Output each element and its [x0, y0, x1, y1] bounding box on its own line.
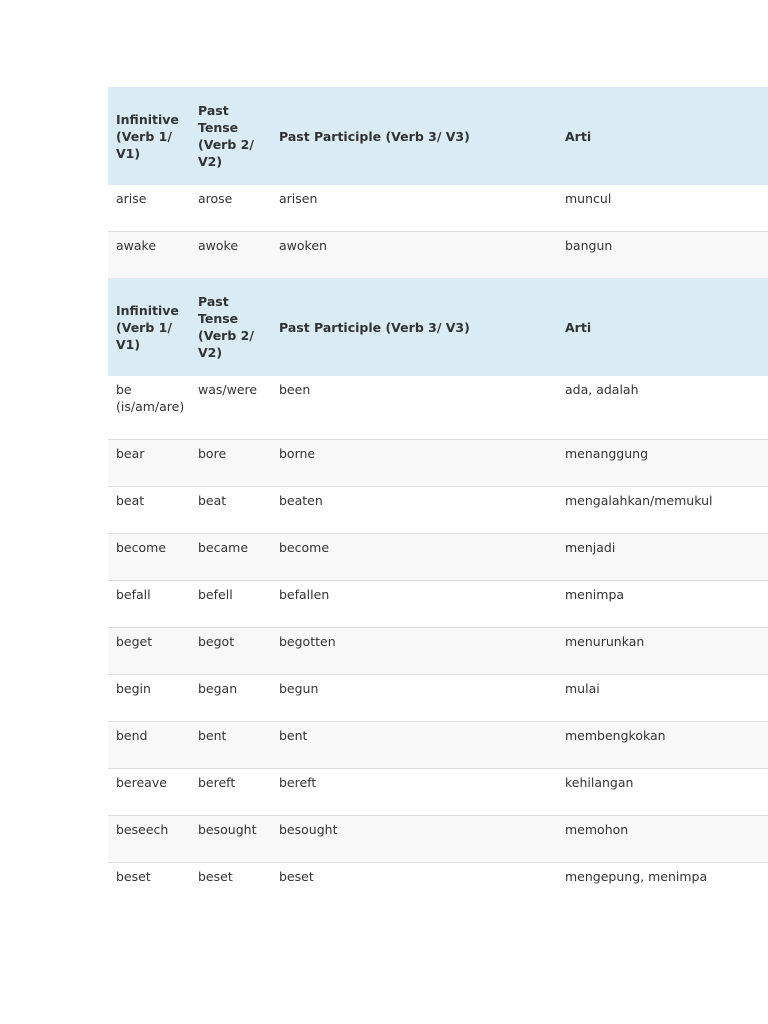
cell-arti: muncul: [565, 191, 612, 206]
header-arti: Arti: [565, 319, 592, 335]
table-row: [108, 231, 768, 278]
cell-v3: begun: [279, 680, 319, 696]
cell-arti: menimpa: [565, 586, 625, 602]
cell-v3: been: [279, 382, 311, 397]
cell-v1: begin: [116, 680, 151, 696]
irregular-verbs-table: [108, 87, 768, 909]
cell-v2: awoke: [198, 237, 239, 253]
cell-arti: menurunkan: [565, 633, 645, 649]
cell-v3: bent: [279, 727, 308, 743]
cell-v1: beget: [116, 633, 153, 649]
header-past-participle: Past Participle (Verb 3/ V3): [279, 128, 470, 144]
header-past-tense: Past Tense (Verb 2/ V2): [198, 103, 254, 169]
cell-v1: bereave: [116, 774, 167, 790]
cell-v3: befallen: [279, 586, 330, 602]
cell-v1: beset: [116, 868, 151, 884]
cell-arti: memohon: [565, 821, 629, 837]
cell-v2: beset: [198, 868, 233, 884]
cell-v2: was/were: [198, 382, 258, 397]
table-row: [108, 627, 768, 674]
cell-v1: arise: [116, 191, 147, 206]
cell-arti: menanggung: [565, 445, 649, 461]
cell-v2: besought: [198, 821, 257, 837]
cell-arti: membengkokan: [565, 727, 666, 743]
cell-v1: beseech: [116, 821, 169, 837]
cell-v3: borne: [279, 445, 316, 461]
table-row: [108, 185, 768, 231]
table-row: [108, 486, 768, 533]
cell-v1: bend: [116, 727, 148, 743]
table-row: [108, 721, 768, 768]
header-arti: Arti: [565, 128, 592, 144]
header-infinitive: Infinitive (Verb 1/ V1): [116, 302, 179, 352]
cell-v2: bent: [198, 727, 227, 743]
table-header-row: [108, 87, 768, 185]
cell-arti: kehilangan: [565, 774, 634, 790]
cell-v3: bereft: [279, 774, 317, 790]
cell-v1: beat: [116, 492, 145, 508]
table-row: [108, 439, 768, 486]
table-row: [108, 815, 768, 862]
cell-v3: besought: [279, 821, 338, 837]
cell-v2: began: [198, 680, 238, 696]
cell-v2: became: [198, 539, 249, 555]
cell-arti: mengepung, menimpa: [565, 868, 708, 884]
cell-v2: begot: [198, 633, 235, 649]
cell-v3: awoken: [279, 237, 327, 253]
header-past-participle: Past Participle (Verb 3/ V3): [279, 319, 470, 335]
cell-arti: mulai: [565, 680, 600, 696]
table-row: [108, 376, 768, 439]
table-row: [108, 580, 768, 627]
cell-arti: ada, adalah: [565, 382, 639, 397]
cell-arti: mengalahkan/memukul: [565, 492, 713, 508]
cell-v2: arose: [198, 191, 233, 206]
cell-v1: awake: [116, 237, 157, 253]
cell-v1: bear: [116, 445, 145, 461]
cell-v1: be (is/am/are): [116, 382, 185, 414]
cell-v2: befell: [198, 586, 233, 602]
cell-v3: beaten: [279, 492, 323, 508]
cell-v3: beset: [279, 868, 314, 884]
cell-v3: arisen: [279, 191, 318, 206]
cell-v2: bereft: [198, 774, 236, 790]
cell-v2: beat: [198, 492, 227, 508]
cell-v1: befall: [116, 586, 151, 602]
cell-v3: begotten: [279, 633, 336, 649]
cell-arti: menjadi: [565, 539, 616, 555]
cell-v1: become: [116, 539, 167, 555]
cell-arti: bangun: [565, 237, 613, 253]
table-row: [108, 862, 768, 909]
table-header-row: [108, 278, 768, 376]
table-row: [108, 768, 768, 815]
table-row: [108, 533, 768, 580]
cell-v2: bore: [198, 445, 227, 461]
cell-v3: become: [279, 539, 330, 555]
table-row: [108, 674, 768, 721]
header-past-tense: Past Tense (Verb 2/ V2): [198, 294, 254, 360]
header-infinitive: Infinitive (Verb 1/ V1): [116, 111, 179, 161]
